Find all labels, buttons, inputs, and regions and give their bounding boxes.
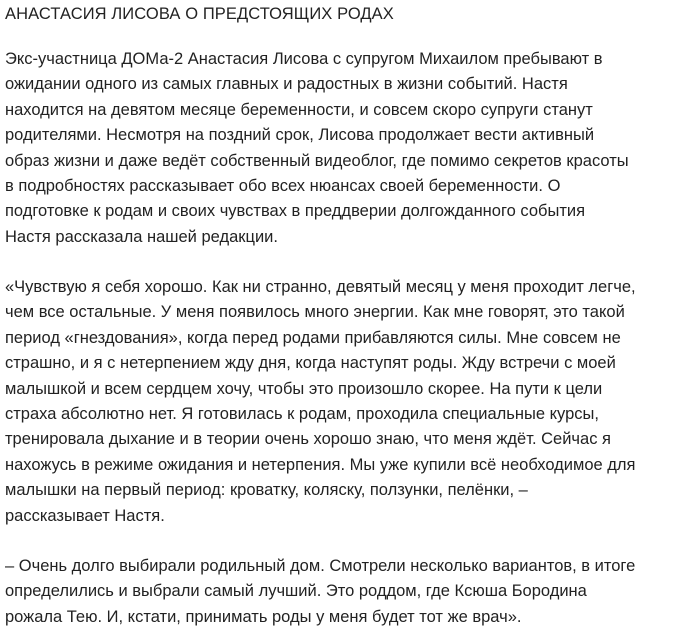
paragraph-line: родителями. Несмотря на поздний срок, Лисова продолжает вести активный xyxy=(5,126,595,145)
paragraph-line: рассказывает Настя. xyxy=(5,506,165,525)
paragraph-line: Настя рассказала нашей редакции. xyxy=(5,227,278,246)
article-title: АНАСТАСИЯ ЛИСОВА О ПРЕДСТОЯЩИХ РОДАХ xyxy=(5,5,394,23)
paragraph-line: Экс-участница ДОМа-2 Анастасия Лисова с супругом Михаилом пребывают в xyxy=(5,50,603,68)
paragraph-line: малышки на первый период: кроватку, коляску, ползунки, пелёнки, – xyxy=(5,481,528,500)
paragraph-line: образ жизни и даже ведёт собственный видеоблог, где помимо секретов красоты xyxy=(5,151,629,170)
paragraph-line: страха абсолютно нет. Я готовилась к родам, проходила специальные курсы, xyxy=(5,405,599,424)
paragraph-line: малышкой и всем сердцем хочу, чтобы это произошло скорее. На пути к цели xyxy=(5,379,603,398)
paragraph-line: чем все остальные. У меня появилось много энергии. Как мне говорят, это такой xyxy=(5,303,625,322)
paragraph-line: страшно, и я с нетерпением жду дня, когда наступят роды. Жду встречи с моей xyxy=(5,354,616,373)
paragraph-line: «Чувствую я себя хорошо. Как ни странно, девятый месяц у меня проходит легче, xyxy=(5,278,636,296)
article-paragraph-quote xyxy=(5,275,695,529)
paragraph-line: подготовке к родам и своих чувствах в преддверии долгожданного события xyxy=(5,202,586,221)
article-paragraph-maternity-home xyxy=(5,554,695,630)
paragraph-line: период «гнездования», когда перед родами прибавляются силы. Мне совсем не xyxy=(5,328,621,347)
paragraph-line: находится на девятом месяце беременности, и совсем скоро супруги станут xyxy=(5,100,593,119)
paragraph-line: в подробностях рассказывает обо всех нюансах своей беременности. О xyxy=(5,177,561,196)
paragraph-line: определились и выбрали самый лучший. Это роддом, где Ксюша Бородина xyxy=(5,582,587,601)
article-paragraph-intro xyxy=(5,47,695,250)
paragraph-line: ожидании одного из самых главных и радостных в жизни событий. Настя xyxy=(5,75,568,94)
paragraph-line: нахожусь в режиме ожидания и нетерпения. Мы уже купили всё необходимое для xyxy=(5,455,636,474)
paragraph-line: тренировала дыхание и в теории очень хорошо знаю, что меня ждёт. Сейчас я xyxy=(5,430,611,449)
paragraph-line: рожала Тею. И, кстати, принимать роды у меня будет тот же врач». xyxy=(5,607,522,626)
paragraph-line: – Очень долго выбирали родильный дом. Смотрели несколько вариантов, в итоге xyxy=(5,557,636,575)
